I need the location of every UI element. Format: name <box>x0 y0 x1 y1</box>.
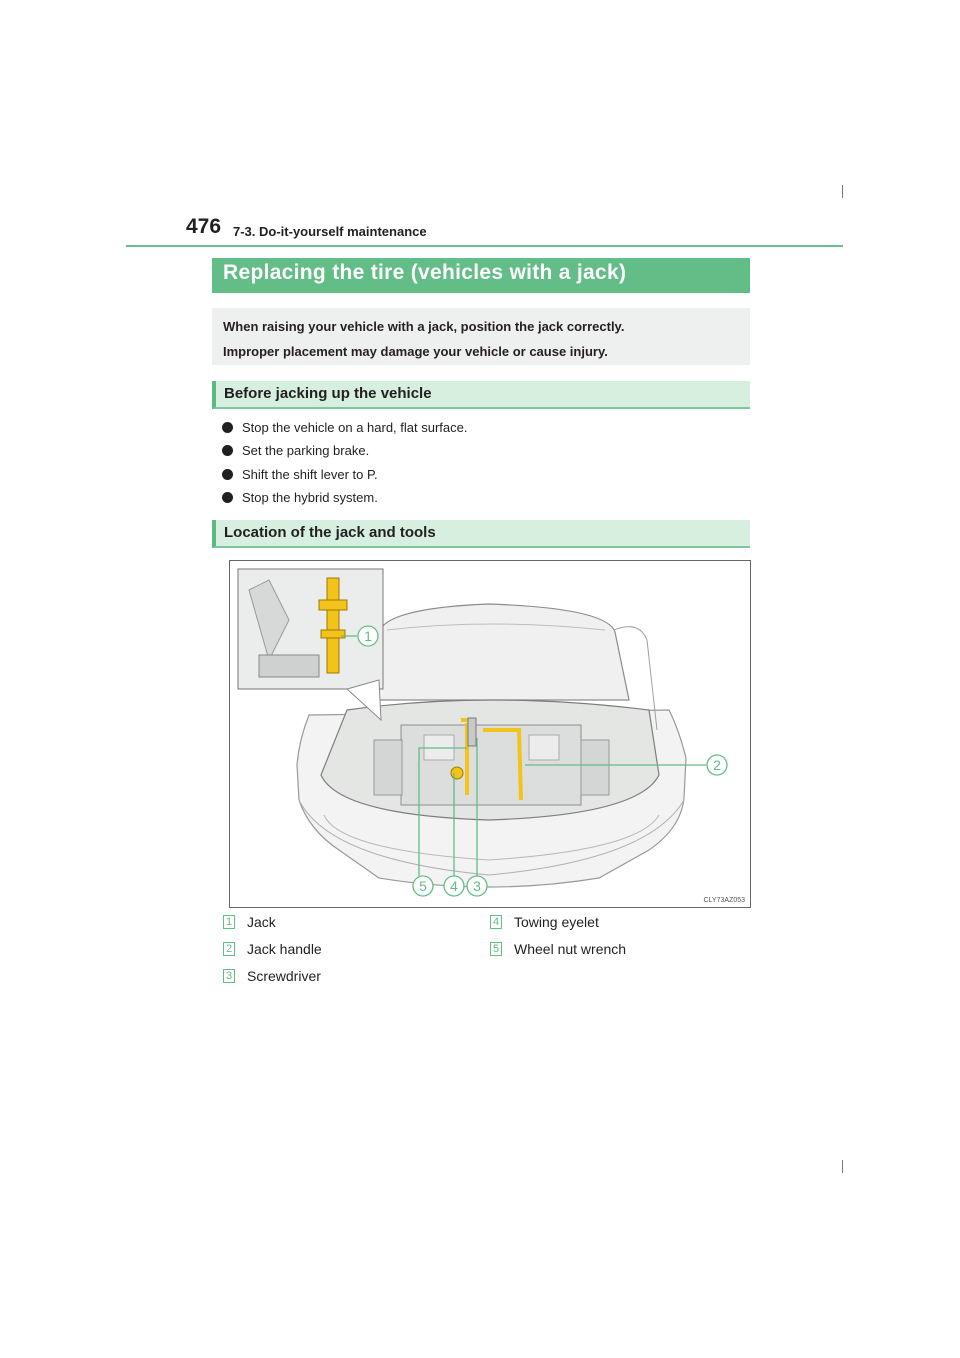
legend-item: 3 Screwdriver <box>223 964 322 988</box>
intro-line-1: When raising your vehicle with a jack, position the jack correctly. <box>223 319 625 334</box>
crop-mark-bottom <box>842 1160 843 1173</box>
header-rule <box>126 245 843 247</box>
list-item: Stop the hybrid system. <box>222 486 467 509</box>
callout-2: 2 <box>713 757 721 773</box>
crop-mark-top <box>842 185 843 198</box>
legend-item: 1 Jack <box>223 910 322 934</box>
list-item: Set the parking brake. <box>222 439 467 462</box>
callout-1: 1 <box>364 628 372 644</box>
list-item: Shift the shift lever to P. <box>222 463 467 486</box>
location-heading: Location of the jack and tools <box>212 520 750 548</box>
callout-3: 3 <box>473 878 481 894</box>
legend-item: 5 Wheel nut wrench <box>490 937 626 961</box>
bullet-icon <box>222 492 233 503</box>
bullet-icon <box>222 422 233 433</box>
callout-4: 4 <box>450 878 458 894</box>
intro-line-2: Improper placement may damage your vehicle or cause injury. <box>223 344 608 359</box>
legend-item: 2 Jack handle <box>223 937 322 961</box>
bullet-icon <box>222 445 233 456</box>
before-jacking-list <box>222 416 467 509</box>
main-title: Replacing the tire (vehicles with a jack) <box>212 258 750 293</box>
trunk-tools-illustration <box>229 560 751 908</box>
page-number: 476 <box>186 215 222 238</box>
legend-left <box>223 910 322 988</box>
list-item: Stop the vehicle on a hard, flat surface. <box>222 416 467 439</box>
section-label: 7-3. Do-it-yourself maintenance <box>233 224 427 239</box>
legend-right <box>490 910 626 961</box>
figure-code: CLY73AZ053 <box>703 897 745 904</box>
bullet-icon <box>222 469 233 480</box>
intro-box <box>212 308 750 365</box>
callout-5: 5 <box>419 878 427 894</box>
legend-item: 4 Towing eyelet <box>490 910 626 934</box>
before-jacking-heading: Before jacking up the vehicle <box>212 381 750 409</box>
